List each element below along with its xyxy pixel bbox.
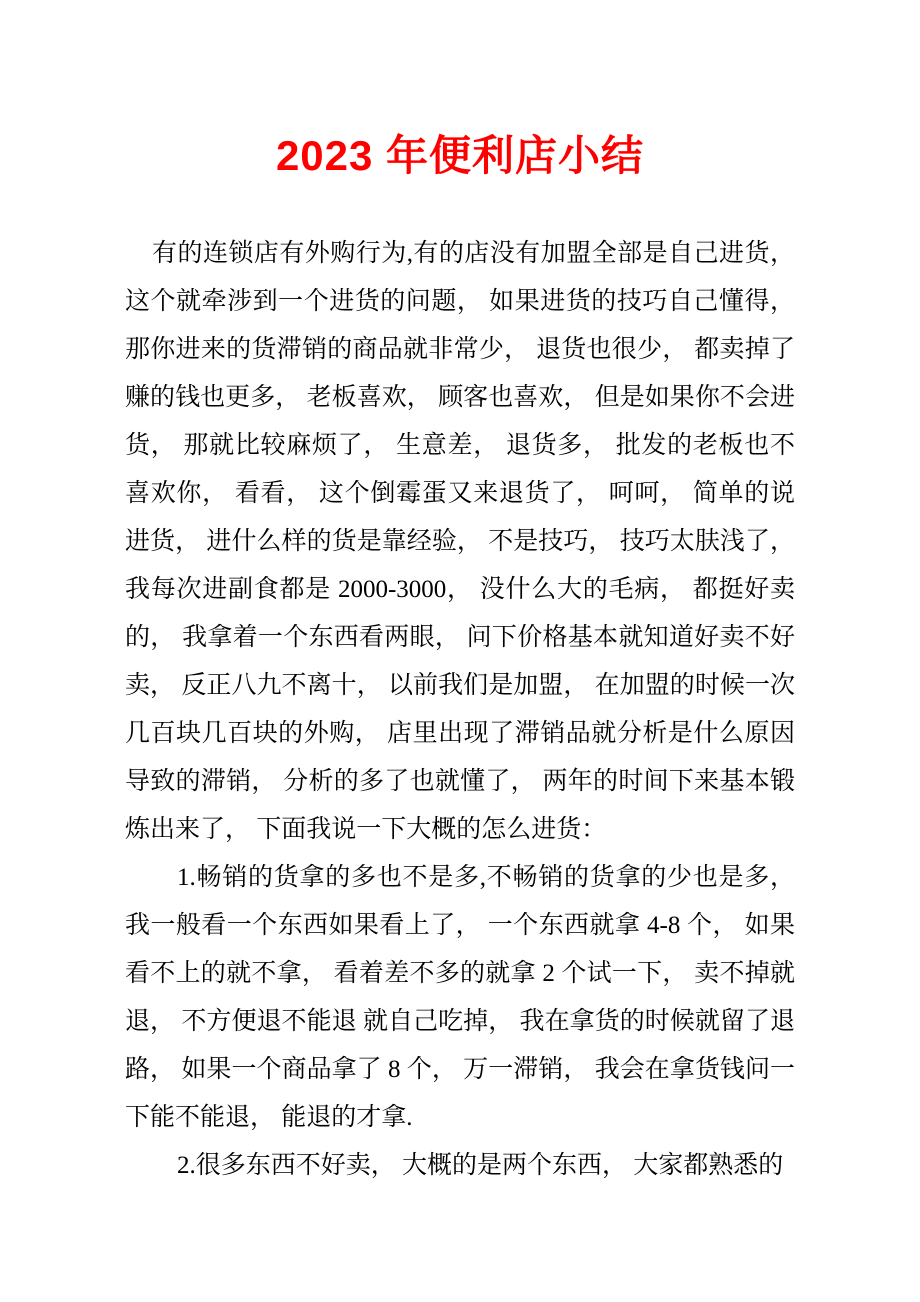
- document-title: 2023 年便利店小结: [275, 132, 645, 179]
- paragraph-point-1: 1.畅销的货拿的多也不是多,不畅销的货拿的少也是多， 我一般看一个东西如果看上了， 一个东西就拿 4-8 个， 如果看不上的就不拿， 看着差不多的就拿 2 个试一下， 卖不掉就退， 不方便退不能退 就自己吃掉， 我在拿货的时候就留了退路， 如果一个商品拿了 8 个， 万一滞销， 我会在拿货钱问一下能不能退， 能退的才拿.: [125, 864, 795, 1131]
- paragraph-intro: 有的连锁店有外购行为,有的店没有加盟全部是自己进货， 这个就牵涉到一个进货的问题， 如果进货的技巧自己懂得， 那你进来的货滞销的商品就非常少， 退货也很少， 都卖掉了赚的钱也更多， 老板喜欢， 顾客也喜欢， 但是如果你不会进货， 那就比较麻烦了， 生意差， 退货多， 批发的老板也不喜欢你， 看看， 这个倒霉蛋又来退货了， 呵呵， 简单的说进货， 进什么样的货是靠经验， 不是技巧， 技巧太肤浅了， 我每次进副食都是 2000-3000， 没什么大的毛病， 都挺好卖的， 我拿着一个东西看两眼， 问下价格基本就知道好卖不好卖， 反正八九不离十， 以前我们是加盟， 在加盟的时候一次几百块几百块的外购， 店里出现了滞销品就分析是什么原因导致的滞销， 分析的多了也就懂了， 两年的时间下来基本锻炼出来了， 下面我说一下大概的怎么进货：: [125, 240, 795, 843]
- paragraph-point-2: 2.很多东西不好卖， 大概的是两个东西， 大家都熟悉的: [177, 1152, 784, 1179]
